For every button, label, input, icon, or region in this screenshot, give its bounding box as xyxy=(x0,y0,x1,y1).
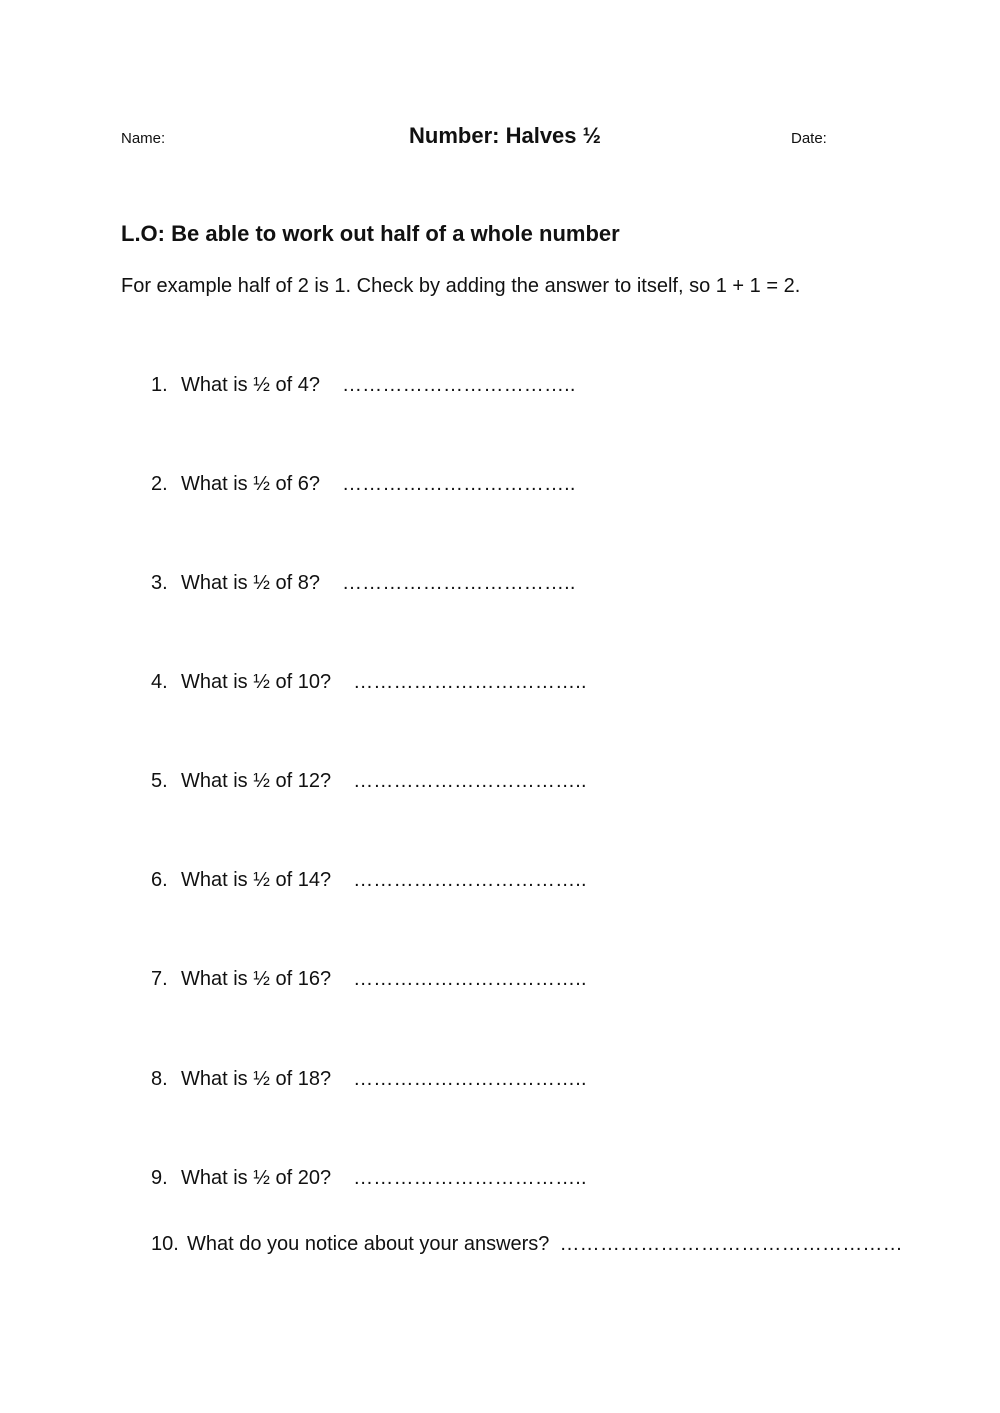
example-text: For example half of 2 is 1. Check by adding the answer to itself, so 1 + 1 = 2. xyxy=(121,275,801,297)
date-label: Date: xyxy=(791,130,827,147)
question-5 xyxy=(151,770,587,793)
question-10 xyxy=(151,1233,903,1256)
question-number: 7. xyxy=(151,968,168,990)
question-1 xyxy=(151,374,576,397)
question-3 xyxy=(151,572,576,595)
learning-objective: L.O: Be able to work out half of a whole number xyxy=(121,221,620,246)
question-text: What is ½ of 16? xyxy=(181,968,332,990)
question-number: 6. xyxy=(151,869,168,891)
question-text: What is ½ of 6? xyxy=(181,473,320,495)
question-text: What is ½ of 10? xyxy=(181,671,332,693)
question-text: What is ½ of 8? xyxy=(181,572,320,594)
question-number: 3. xyxy=(151,572,168,594)
question-text: What is ½ of 18? xyxy=(181,1068,332,1090)
question-text: What is ½ of 4? xyxy=(181,374,320,396)
question-2 xyxy=(151,473,576,496)
answer-line[interactable]: …………………………….. xyxy=(341,572,576,594)
question-8 xyxy=(151,1068,587,1091)
answer-line[interactable]: …………………………….. xyxy=(341,473,576,495)
question-text: What do you notice about your answers? xyxy=(187,1233,550,1255)
answer-line[interactable]: …………………………………………… xyxy=(559,1233,903,1255)
answer-line[interactable]: …………………………….. xyxy=(353,1068,587,1090)
question-number: 5. xyxy=(151,770,168,792)
question-number: 4. xyxy=(151,671,168,693)
answer-line[interactable]: …………………………….. xyxy=(353,770,587,792)
question-number: 8. xyxy=(151,1068,168,1090)
question-text: What is ½ of 12? xyxy=(181,770,332,792)
question-number: 1. xyxy=(151,374,168,396)
answer-line[interactable]: …………………………….. xyxy=(353,671,587,693)
answer-line[interactable]: …………………………….. xyxy=(353,1167,587,1189)
question-number: 9. xyxy=(151,1167,168,1189)
worksheet-title: Number: Halves ½ xyxy=(409,123,601,148)
question-4 xyxy=(151,671,587,694)
question-7 xyxy=(151,968,587,991)
name-label: Name: xyxy=(121,130,166,147)
question-6 xyxy=(151,869,587,892)
question-9 xyxy=(151,1167,587,1190)
question-text: What is ½ of 20? xyxy=(181,1167,332,1189)
question-text: What is ½ of 14? xyxy=(181,869,332,891)
answer-line[interactable]: …………………………….. xyxy=(341,374,576,396)
answer-line[interactable]: …………………………….. xyxy=(353,869,587,891)
question-number: 2. xyxy=(151,473,168,495)
question-number: 10. xyxy=(151,1233,179,1255)
answer-line[interactable]: …………………………….. xyxy=(353,968,587,990)
